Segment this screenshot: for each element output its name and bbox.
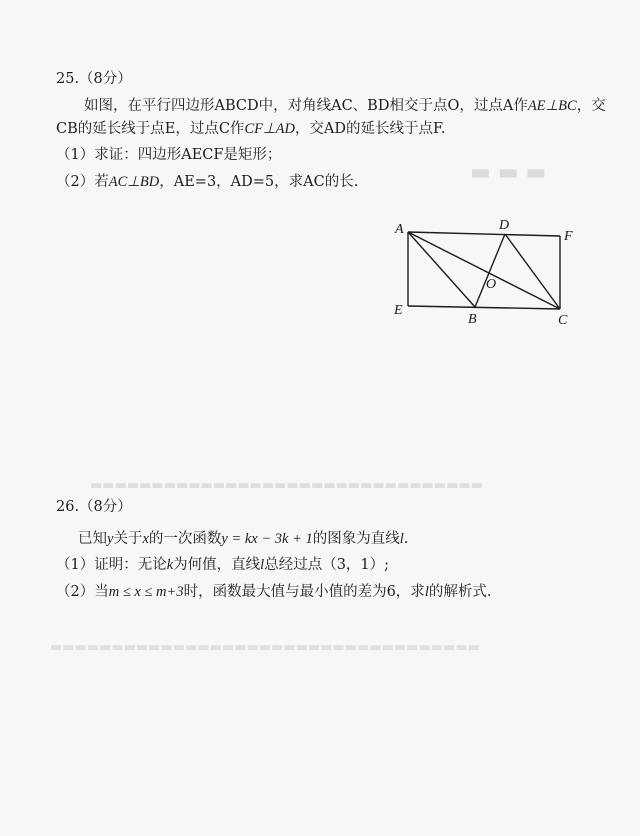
q25-stem-line1 bbox=[84, 97, 606, 115]
q26-stem-text: 的图象为直线 bbox=[312, 531, 400, 547]
q26-stem-text: 的一次函数 bbox=[148, 531, 222, 547]
label-b: B bbox=[468, 312, 477, 327]
q26-part1-text: 总经过点（3，1）; bbox=[264, 557, 390, 573]
geometry-figure bbox=[388, 214, 580, 334]
label-c: C bbox=[558, 313, 568, 328]
q26-part1-text: （1）证明：无论 bbox=[56, 557, 167, 573]
q26-part2-text: （2）当 bbox=[56, 584, 109, 600]
q25-math-ae-bc: AE⊥BC bbox=[527, 98, 577, 114]
label-o: O bbox=[486, 277, 497, 292]
diagonal-ac bbox=[408, 232, 560, 309]
q25-stem-text: 如图，在平行四边形ABCD中，对角线AC、BD相交于点O，过点A作 bbox=[84, 98, 528, 114]
q26-part2 bbox=[56, 583, 491, 601]
q25-part2-text: （2）若 bbox=[56, 174, 109, 190]
diagonal-bd bbox=[475, 234, 505, 307]
q26-var-x: x bbox=[142, 531, 149, 547]
segment-ec bbox=[408, 306, 560, 309]
q25-math-ac-bd: AC⊥BD bbox=[108, 174, 160, 190]
q26-var-y: y bbox=[107, 531, 114, 547]
bleed-through-mark: ▬▬▬▬▬▬▬▬▬▬▬▬▬▬▬▬▬▬▬▬▬▬▬▬▬▬▬▬▬▬▬▬ bbox=[90, 478, 484, 493]
q25-part2 bbox=[56, 173, 358, 191]
q26-stem-text: 已知 bbox=[78, 531, 107, 547]
label-e: E bbox=[394, 303, 403, 318]
q26-part2-text: 时，函数最大值与最小值的差为6，求 bbox=[183, 584, 425, 600]
q25-math-cf-ad: CF⊥AD bbox=[244, 121, 295, 137]
q25-stem-text: ，交 bbox=[576, 98, 606, 114]
q25-stem-line2 bbox=[56, 120, 445, 138]
segment-ab bbox=[408, 232, 475, 307]
q26-stem bbox=[78, 530, 408, 548]
segment-dc bbox=[505, 234, 560, 309]
bleed-through-mark: ▬ ▬ ▬ bbox=[470, 160, 547, 185]
q26-range-expression: m ≤ x ≤ m+3 bbox=[108, 584, 184, 600]
q26-var-l: l bbox=[424, 584, 429, 600]
q26-part1 bbox=[56, 556, 389, 574]
q26-part2-text: 的解析式. bbox=[428, 584, 492, 600]
label-f: F bbox=[564, 229, 573, 244]
q26-var-k: k bbox=[166, 557, 174, 573]
label-d: D bbox=[499, 218, 510, 233]
q25-part1: （1）求证：四边形AECF是矩形； bbox=[56, 147, 282, 163]
q26-var-l: l bbox=[399, 531, 404, 547]
q26-stem-text: . bbox=[403, 531, 409, 547]
segment-af bbox=[408, 232, 560, 236]
bleed-through-mark: ▬▬▬▬▬▬▬▬▬▬▬▬▬▬▬▬▬▬▬▬▬▬▬▬▬▬▬▬▬▬▬▬▬▬▬ bbox=[50, 640, 480, 655]
q26-part1-text: 为何值，直线 bbox=[173, 557, 261, 573]
label-a: A bbox=[395, 222, 404, 237]
q25-number: 25.（8分） bbox=[56, 71, 132, 87]
q26-var-l: l bbox=[260, 557, 265, 573]
q26-function-expression: y = kx − 3k + 1 bbox=[221, 531, 313, 547]
q25-part2-text: ，AE=3，AD=5，求AC的长. bbox=[159, 174, 359, 190]
q25-stem-text: CB的延长线于点E，过点C作 bbox=[56, 121, 245, 137]
q26-stem-text: 关于 bbox=[113, 531, 143, 547]
q25-stem-text: ，交AD的延长线于点F. bbox=[294, 121, 446, 137]
q26-number: 26.（8分） bbox=[56, 499, 132, 515]
